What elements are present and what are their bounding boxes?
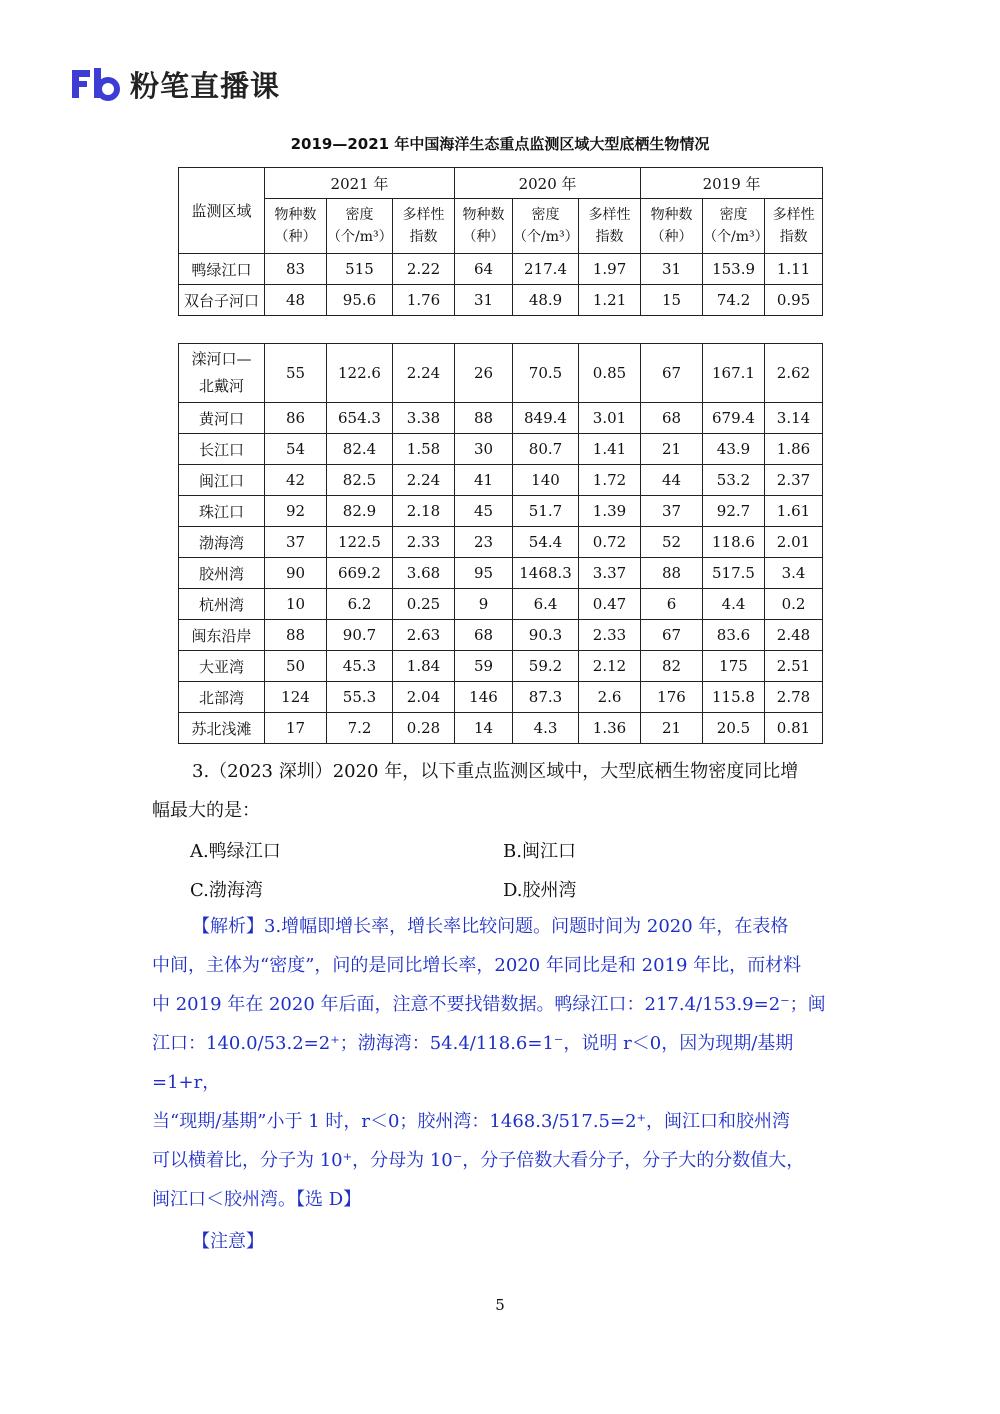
value-cell: 21 <box>641 434 703 465</box>
value-cell: 53.2 <box>703 465 765 496</box>
value-cell: 118.6 <box>703 527 765 558</box>
value-cell: 74.2 <box>703 285 765 316</box>
table-row <box>179 465 823 496</box>
value-cell: 0.72 <box>579 527 641 558</box>
value-cell: 1.97 <box>579 254 641 285</box>
value-cell: 23 <box>455 527 513 558</box>
region-cell: 滦河口— 北戴河 <box>179 344 265 403</box>
region-cell: 北部湾 <box>179 682 265 713</box>
table-row <box>179 558 823 589</box>
value-cell: 31 <box>641 254 703 285</box>
table-row <box>179 285 823 316</box>
value-cell: 122.5 <box>327 527 393 558</box>
value-cell: 3.68 <box>393 558 455 589</box>
value-cell: 1.61 <box>765 496 823 527</box>
value-cell: 88 <box>265 620 327 651</box>
value-cell: 51.7 <box>513 496 579 527</box>
value-cell: 176 <box>641 682 703 713</box>
option-c: C.渤海湾 <box>190 880 263 901</box>
value-cell: 31 <box>455 285 513 316</box>
value-cell: 48 <box>265 285 327 316</box>
value-cell: 82.5 <box>327 465 393 496</box>
value-cell: 517.5 <box>703 558 765 589</box>
value-cell: 0.47 <box>579 589 641 620</box>
value-cell: 1.86 <box>765 434 823 465</box>
value-cell: 0.2 <box>765 589 823 620</box>
table-row <box>179 527 823 558</box>
value-cell: 87.3 <box>513 682 579 713</box>
value-cell: 45 <box>455 496 513 527</box>
value-cell: 2.04 <box>393 682 455 713</box>
value-cell: 2.01 <box>765 527 823 558</box>
value-cell: 82.4 <box>327 434 393 465</box>
value-cell: 1.76 <box>393 285 455 316</box>
region-cell: 长江口 <box>179 434 265 465</box>
value-cell: 153.9 <box>703 254 765 285</box>
value-cell: 849.4 <box>513 403 579 434</box>
value-cell: 50 <box>265 651 327 682</box>
value-cell: 92 <box>265 496 327 527</box>
region-cell: 胶州湾 <box>179 558 265 589</box>
metric-header: 密度 （个/m³） <box>513 199 579 254</box>
value-cell: 86 <box>265 403 327 434</box>
value-cell: 6.2 <box>327 589 393 620</box>
analysis-line: 中 2019 年在 2020 年后面，注意不要找错数据。鸭绿江口：217.4/153.9=2⁻；闽 <box>152 994 826 1015</box>
region-cell: 闽东沿岸 <box>179 620 265 651</box>
value-cell: 1468.3 <box>513 558 579 589</box>
value-cell: 1.58 <box>393 434 455 465</box>
value-cell: 654.3 <box>327 403 393 434</box>
value-cell: 88 <box>455 403 513 434</box>
value-cell: 2.63 <box>393 620 455 651</box>
value-cell: 45.3 <box>327 651 393 682</box>
value-cell: 30 <box>455 434 513 465</box>
value-cell: 15 <box>641 285 703 316</box>
note-heading: 【注意】 <box>192 1231 264 1252</box>
value-cell: 82.9 <box>327 496 393 527</box>
data-table-part2 <box>178 343 823 744</box>
value-cell: 17 <box>265 713 327 744</box>
value-cell: 1.72 <box>579 465 641 496</box>
value-cell: 3.14 <box>765 403 823 434</box>
table-row <box>179 496 823 527</box>
value-cell: 67 <box>641 344 703 403</box>
region-cell: 鸭绿江口 <box>179 254 265 285</box>
metric-header: 密度 （个/m³） <box>327 199 393 254</box>
metric-header: 多样性 指数 <box>765 199 823 254</box>
value-cell: 3.01 <box>579 403 641 434</box>
value-cell: 0.85 <box>579 344 641 403</box>
value-cell: 59 <box>455 651 513 682</box>
metric-header: 物种数 （种） <box>265 199 327 254</box>
value-cell: 20.5 <box>703 713 765 744</box>
value-cell: 3.38 <box>393 403 455 434</box>
metric-header: 多样性 指数 <box>579 199 641 254</box>
metric-header: 多样性 指数 <box>393 199 455 254</box>
value-cell: 217.4 <box>513 254 579 285</box>
metric-header: 密度 （个/m³） <box>703 199 765 254</box>
value-cell: 43.9 <box>703 434 765 465</box>
value-cell: 6.4 <box>513 589 579 620</box>
value-cell: 2.51 <box>765 651 823 682</box>
value-cell: 1.84 <box>393 651 455 682</box>
analysis-line: 江口：140.0/53.2=2⁺；渤海湾：54.4/118.6=1⁻，说明 r＜0，因为现期/基期=1+r， <box>152 1033 794 1093</box>
value-cell: 2.33 <box>579 620 641 651</box>
value-cell: 3.37 <box>579 558 641 589</box>
value-cell: 2.33 <box>393 527 455 558</box>
value-cell: 0.81 <box>765 713 823 744</box>
analysis-block <box>152 907 852 1219</box>
metric-header: 物种数 （种） <box>641 199 703 254</box>
value-cell: 4.4 <box>703 589 765 620</box>
value-cell: 115.8 <box>703 682 765 713</box>
region-header: 监测区域 <box>179 168 265 254</box>
analysis-line: 【解析】3.增幅即增长率，增长率比较问题。问题时间为 2020 年，在表格 <box>192 916 789 937</box>
value-cell: 1.39 <box>579 496 641 527</box>
value-cell: 68 <box>455 620 513 651</box>
analysis-line: 闽江口＜胶州湾。【选 D】 <box>152 1189 362 1210</box>
value-cell: 37 <box>265 527 327 558</box>
table-row <box>179 713 823 744</box>
option-a: A.鸭绿江口 <box>190 841 281 862</box>
value-cell: 2.37 <box>765 465 823 496</box>
value-cell: 95 <box>455 558 513 589</box>
value-cell: 679.4 <box>703 403 765 434</box>
value-cell: 9 <box>455 589 513 620</box>
value-cell: 90.7 <box>327 620 393 651</box>
value-cell: 2.22 <box>393 254 455 285</box>
value-cell: 2.18 <box>393 496 455 527</box>
option-b: B.闽江口 <box>503 841 576 862</box>
value-cell: 0.95 <box>765 285 823 316</box>
region-cell: 双台子河口 <box>179 285 265 316</box>
value-cell: 48.9 <box>513 285 579 316</box>
table-row <box>179 651 823 682</box>
value-cell: 140 <box>513 465 579 496</box>
value-cell: 41 <box>455 465 513 496</box>
region-cell: 闽江口 <box>179 465 265 496</box>
value-cell: 70.5 <box>513 344 579 403</box>
value-cell: 26 <box>455 344 513 403</box>
value-cell: 37 <box>641 496 703 527</box>
value-cell: 2.6 <box>579 682 641 713</box>
value-cell: 55 <box>265 344 327 403</box>
value-cell: 67 <box>641 620 703 651</box>
table-row <box>179 403 823 434</box>
year-header: 2021 年 <box>265 168 455 199</box>
table-row <box>179 254 823 285</box>
value-cell: 146 <box>455 682 513 713</box>
value-cell: 2.62 <box>765 344 823 403</box>
value-cell: 1.11 <box>765 254 823 285</box>
region-cell: 苏北浅滩 <box>179 713 265 744</box>
analysis-line: 可以横着比，分子为 10⁺，分母为 10⁻，分子倍数大看分子，分子大的分数值大， <box>152 1150 805 1171</box>
analysis-line: 当“现期/基期”小于 1 时，r＜0；胶州湾：1468.3/517.5=2⁺，闽江口和胶州湾 <box>152 1111 791 1132</box>
table-row <box>179 434 823 465</box>
value-cell: 669.2 <box>327 558 393 589</box>
value-cell: 7.2 <box>327 713 393 744</box>
data-table-part1 <box>178 167 823 316</box>
value-cell: 14 <box>455 713 513 744</box>
value-cell: 90 <box>265 558 327 589</box>
question-stem: 3.（2023 深圳）2020 年，以下重点监测区域中，大型底栖生物密度同比增 幅最大的是： <box>152 761 799 821</box>
value-cell: 167.1 <box>703 344 765 403</box>
region-cell: 黄河口 <box>179 403 265 434</box>
value-cell: 80.7 <box>513 434 579 465</box>
value-cell: 0.28 <box>393 713 455 744</box>
value-cell: 64 <box>455 254 513 285</box>
fb-logo-icon <box>70 66 120 102</box>
value-cell: 83.6 <box>703 620 765 651</box>
table-row <box>179 620 823 651</box>
option-d: D.胶州湾 <box>503 880 577 901</box>
table-title: 2019—2021 年中国海洋生态重点监测区域大型底栖生物情况 <box>290 135 710 153</box>
value-cell: 21 <box>641 713 703 744</box>
value-cell: 2.24 <box>393 344 455 403</box>
value-cell: 4.3 <box>513 713 579 744</box>
value-cell: 88 <box>641 558 703 589</box>
table-row <box>179 344 823 403</box>
region-cell: 杭州湾 <box>179 589 265 620</box>
value-cell: 59.2 <box>513 651 579 682</box>
value-cell: 6 <box>641 589 703 620</box>
year-header: 2019 年 <box>641 168 823 199</box>
value-cell: 1.41 <box>579 434 641 465</box>
value-cell: 1.36 <box>579 713 641 744</box>
metric-header: 物种数 （种） <box>455 199 513 254</box>
value-cell: 82 <box>641 651 703 682</box>
value-cell: 515 <box>327 254 393 285</box>
region-cell: 渤海湾 <box>179 527 265 558</box>
value-cell: 54.4 <box>513 527 579 558</box>
value-cell: 92.7 <box>703 496 765 527</box>
value-cell: 3.4 <box>765 558 823 589</box>
value-cell: 0.25 <box>393 589 455 620</box>
value-cell: 52 <box>641 527 703 558</box>
value-cell: 2.78 <box>765 682 823 713</box>
value-cell: 2.48 <box>765 620 823 651</box>
value-cell: 55.3 <box>327 682 393 713</box>
value-cell: 1.21 <box>579 285 641 316</box>
value-cell: 83 <box>265 254 327 285</box>
analysis-line: 中间，主体为“密度”，问的是同比增长率，2020 年同比是和 2019 年比，而材料 <box>152 955 802 976</box>
year-header: 2020 年 <box>455 168 641 199</box>
value-cell: 124 <box>265 682 327 713</box>
value-cell: 122.6 <box>327 344 393 403</box>
page-number: 5 <box>495 1296 505 1314</box>
region-cell: 大亚湾 <box>179 651 265 682</box>
value-cell: 2.12 <box>579 651 641 682</box>
table-row <box>179 589 823 620</box>
brand-name: 粉笔直播课 <box>130 68 281 103</box>
value-cell: 68 <box>641 403 703 434</box>
region-cell: 珠江口 <box>179 496 265 527</box>
value-cell: 175 <box>703 651 765 682</box>
value-cell: 95.6 <box>327 285 393 316</box>
table-row <box>179 682 823 713</box>
value-cell: 44 <box>641 465 703 496</box>
value-cell: 54 <box>265 434 327 465</box>
value-cell: 10 <box>265 589 327 620</box>
value-cell: 2.24 <box>393 465 455 496</box>
value-cell: 42 <box>265 465 327 496</box>
brand-logo <box>70 62 280 106</box>
value-cell: 90.3 <box>513 620 579 651</box>
